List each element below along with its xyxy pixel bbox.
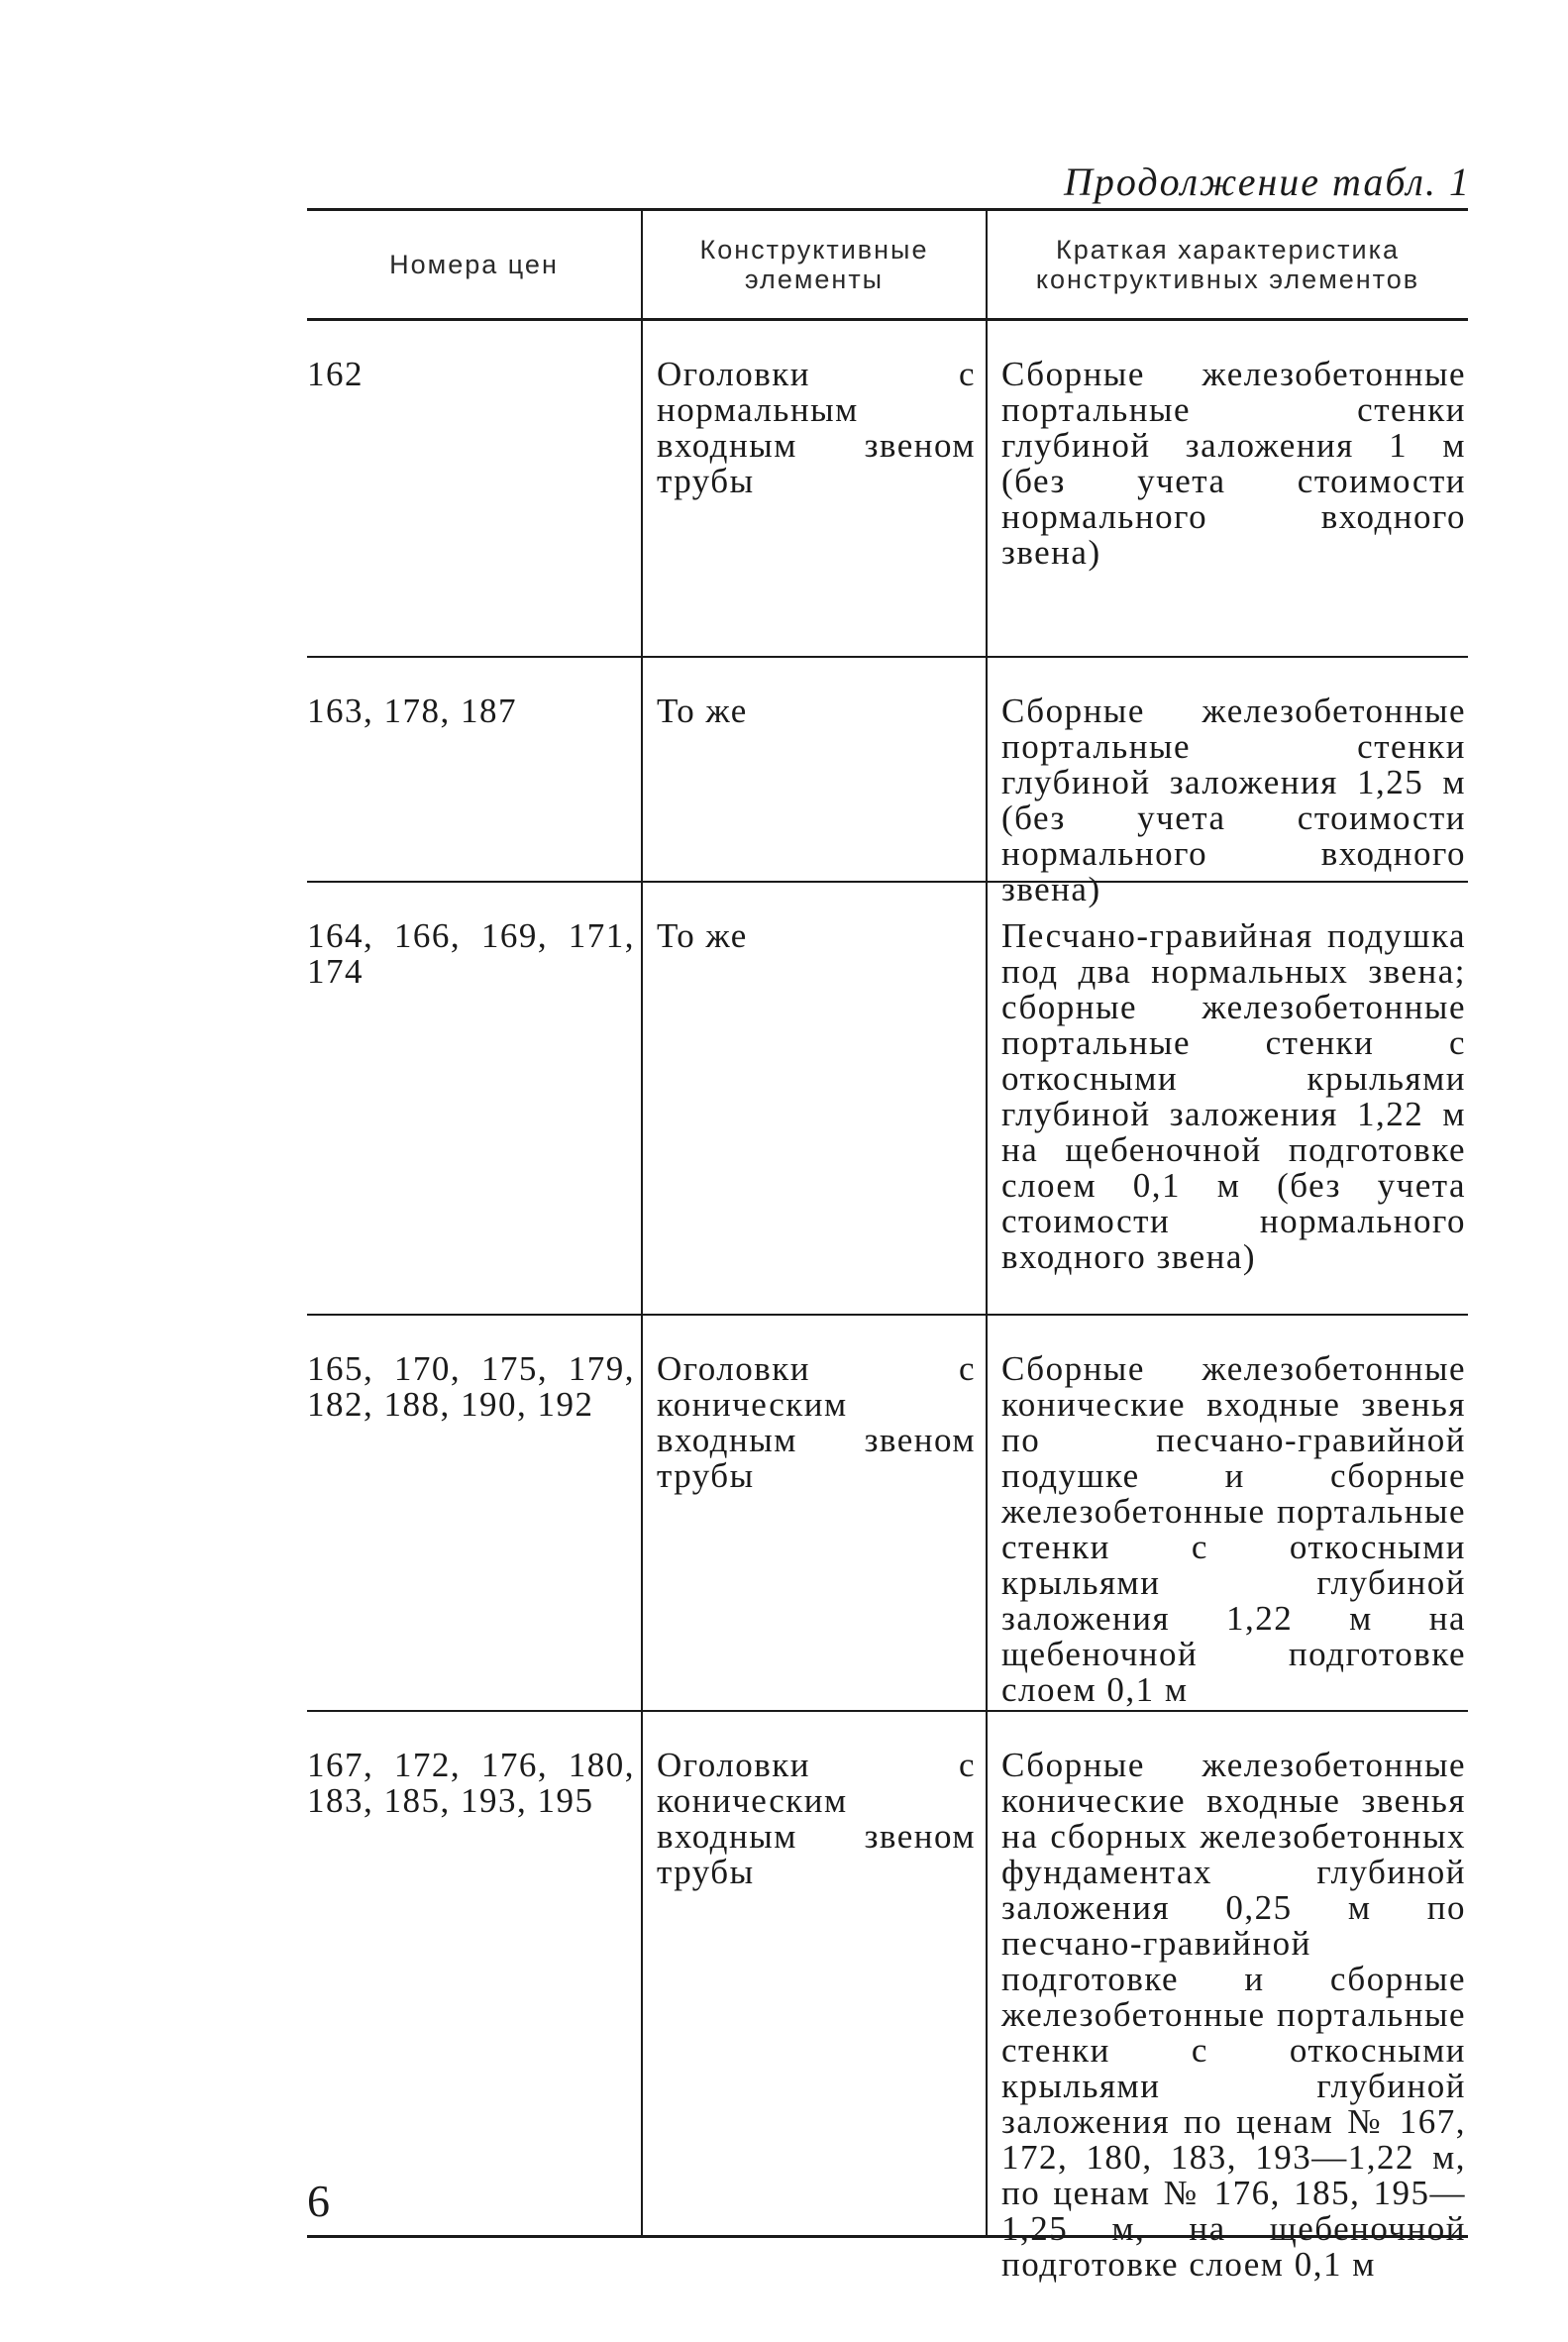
- header-description: Краткая характеристика конструктивных элементов: [986, 211, 1468, 318]
- row-element: Оголовки с коническим входным звеном трубы: [641, 1712, 986, 2235]
- table-row: [307, 1316, 1468, 1710]
- price-table: [307, 208, 1468, 2284]
- table-row: [307, 658, 1468, 908]
- table-row: [307, 321, 1468, 656]
- row-element: Оголовки с коническим входным звеном трубы: [641, 1316, 986, 1710]
- row-description: Сборные железобетонные портальные стенки глубиной заложения 1,25 м (без учета стоимости нормального входного звена): [986, 658, 1468, 881]
- row-element: Оголовки с нормальным входным звеном трубы: [641, 321, 986, 656]
- row-description: Сборные железобетонные конические входные звенья на сборных железобетонных фундаментах глубиной заложения 0,25 м по песчано-гравийной подготовке и сборные железобетонные портальные стенки с откосными крыльями глубиной заложения по ценам № 167, 172, 180, 183, 193—1,22 м, по ценам № 176, 185, 195—1,25 м, на щебеночной подготовке слоем 0,1 м: [986, 1712, 1468, 2235]
- row-description: Сборные железобетонные портальные стенки глубиной заложения 1 м (без учета стоимости нормального входного звена): [986, 321, 1468, 656]
- table-caption: Продолжение табл. 1: [1063, 160, 1471, 204]
- row-prices: 162: [307, 355, 364, 393]
- page-number: 6: [307, 2176, 330, 2226]
- table-row: [307, 1712, 1468, 2284]
- row-element: То же: [641, 658, 986, 881]
- table-row: [307, 883, 1468, 1314]
- row-prices: 163, 178, 187: [307, 692, 517, 730]
- row-description: Песчано-гравийная подушка под два нормальных звена; сборные железобетонные портальные стенки с откосными крыльями глубиной заложения 1,22 м на щебеночной подготовке слоем 0,1 м (без учета стоимости нормального входного звена): [986, 883, 1468, 1314]
- table-header: [307, 211, 1468, 318]
- row-element: То же: [641, 883, 986, 1314]
- row-prices: 167, 172, 176, 180, 183, 185, 193, 195: [307, 1746, 635, 1820]
- row-prices: 165, 170, 175, 179, 182, 188, 190, 192: [307, 1349, 635, 1424]
- row-description: Сборные железобетонные конические входные звенья по песчано-гравийной подушке и сборные железобетонные портальные стенки с откосными крыльями глубиной заложения 1,22 м на щебеночной подготовке слоем 0,1 м: [986, 1316, 1468, 1710]
- header-prices: Номера цен: [389, 250, 559, 279]
- header-elements: Конструктивные элементы: [641, 211, 986, 318]
- row-prices: 164, 166, 169, 171, 174: [307, 916, 635, 991]
